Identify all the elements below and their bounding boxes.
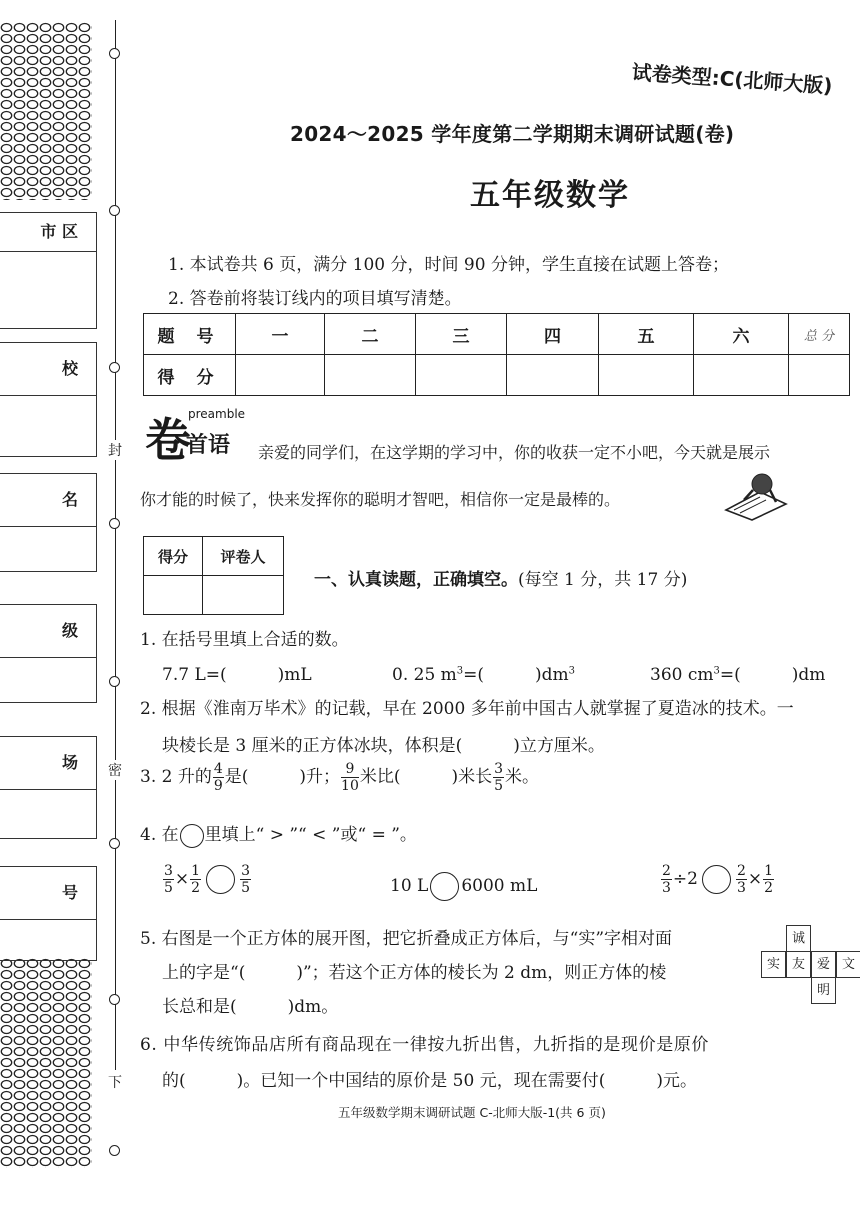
frac-den: 5 [241, 880, 251, 896]
binding-circle [109, 205, 120, 216]
frac-den: 10 [341, 778, 359, 794]
paper-type: 试卷类型:C(北师大版) [631, 60, 834, 98]
preamble-english: preamble [188, 407, 246, 421]
question-4 [140, 820, 417, 848]
q1-item-a[interactable]: 7.7 L=( )mL [162, 665, 312, 685]
net-face: 实 [761, 951, 786, 978]
frac-num: 3 [494, 761, 504, 777]
q3-fraction-2 [341, 762, 359, 793]
score-col-6: 六 [694, 314, 789, 355]
preamble-title: 首语 [186, 432, 231, 458]
q4e3-b [736, 864, 747, 895]
net-face: 诚 [786, 925, 811, 952]
score-cell[interactable] [599, 355, 694, 396]
field-label: 级 [0, 605, 96, 658]
compare-circle-1[interactable] [206, 865, 235, 894]
q4e2-left: 10 L [390, 876, 429, 896]
q4e3-op: × [747, 869, 763, 889]
compare-circle-2[interactable] [430, 872, 459, 901]
section-1-title [314, 565, 687, 590]
frac-den: 9 [213, 778, 223, 794]
frac-den: 5 [494, 778, 504, 794]
frac-den: 5 [164, 880, 173, 896]
student-writing-icon [720, 470, 792, 522]
score-cell[interactable] [416, 355, 507, 396]
score-col-2: 二 [325, 314, 416, 355]
question-5-line-1: 5. 右图是一个正方体的展开图，把它折叠成正方体后，与“实”字相对面 [140, 929, 673, 949]
frac-num: 4 [213, 761, 223, 777]
q4e3-div: ÷2 [672, 869, 698, 889]
field-exam-room[interactable] [0, 736, 97, 839]
frac-num: 2 [662, 863, 671, 879]
instruction-2: 2. 答卷前将装订线内的项目填写清楚。 [168, 289, 462, 309]
q1-item-b[interactable] [392, 660, 575, 685]
frac-num: 1 [191, 863, 201, 879]
q1-c-left: 360 cm [650, 665, 714, 685]
frac-num: 1 [764, 863, 774, 879]
q1-b-sup-2: 3 [568, 665, 576, 677]
q3-fraction-1 [213, 762, 224, 793]
field-label: 校 [0, 343, 96, 396]
instruction-1: 1. 本试卷共 6 页，满分 100 分，时间 90 分钟，学生直接在试题上答卷； [168, 255, 729, 275]
binding-holes-top-svg [0, 22, 92, 200]
frac-den: 3 [662, 880, 671, 896]
q3-t1: 3. 2 升的 [140, 767, 212, 787]
net-face: 文 [836, 951, 860, 978]
frac-den: 2 [191, 880, 201, 896]
field-school[interactable] [0, 342, 97, 457]
question-2-line-2: 块棱长是 3 厘米的正方体冰块，体积是( )立方厘米。 [162, 736, 605, 756]
binding-circle [109, 518, 120, 529]
score-cell[interactable] [507, 355, 599, 396]
net-face: 友 [786, 951, 811, 978]
field-name[interactable] [0, 473, 97, 572]
grading-grader-cell[interactable] [203, 576, 284, 615]
field-label: 号 [0, 867, 96, 920]
q4e3-a [661, 864, 672, 895]
question-5-line-2: 上的字是“( )”；若这个正方体的棱长为 2 dm，则正方体的棱 [162, 963, 667, 983]
binding-mark-secret: 密 [107, 760, 123, 780]
question-6-line-1: 6. 中华传统饰品店所有商品现在一律按九折出售，九折指的是现价是原价 [140, 1035, 710, 1055]
score-col-3: 三 [416, 314, 507, 355]
compare-circle-3[interactable] [702, 865, 731, 894]
binding-holes-bottom [0, 958, 92, 1168]
preamble-line-2: 你才能的时候了，快来发挥你的聪明才智吧，相信你一定是最棒的。 [140, 490, 621, 509]
section-1-heading: 一、认真读题，正确填空。 [314, 570, 518, 590]
q3-t3: 米比( )米长 [359, 767, 493, 787]
net-face: 明 [811, 977, 836, 1004]
grading-box [143, 536, 284, 615]
binding-line [115, 20, 116, 1070]
frac-num: 3 [164, 863, 173, 879]
binding-mark-below: 下 [107, 1072, 123, 1092]
grading-grader-label: 评卷人 [203, 537, 284, 576]
q4-t2: 里填上“ > ”“ < ”或“ = ”。 [204, 825, 417, 845]
q1-b-right: =( )dm [463, 665, 569, 685]
frac-den: 2 [764, 880, 774, 896]
question-1: 1. 在括号里填上合适的数。 [140, 630, 349, 650]
score-col-4: 四 [507, 314, 599, 355]
preamble-line-1: 亲爱的同学们，在这学期的学习中，你的收获一定不小吧，今天就是展示 [258, 443, 771, 462]
q1-b-left: 0. 25 m [392, 665, 457, 685]
field-label: 场 [0, 737, 96, 790]
preamble-big-char: 卷 [145, 413, 191, 467]
binding-circle [109, 994, 120, 1005]
q4e1-c [240, 864, 251, 895]
score-cell[interactable] [789, 355, 850, 396]
score-table [143, 313, 850, 396]
field-class[interactable] [0, 604, 97, 703]
frac-num: 9 [341, 762, 359, 778]
frac-num: 2 [736, 863, 746, 879]
binding-circle [109, 362, 120, 373]
grading-score-cell[interactable] [144, 576, 203, 615]
frac-den: 3 [736, 880, 746, 896]
question-2-line-1: 2. 根据《淮南万毕术》的记载，早在 2000 多年前中国古人就掌握了夏造冰的技术。一 [140, 699, 794, 719]
page-footer: 五年级数学期末调研试题 C-北师大版-1(共 6 页) [338, 1105, 606, 1120]
field-label: 市 区 [0, 213, 96, 252]
binding-circle [109, 676, 120, 687]
binding-mark-seal: 封 [107, 440, 123, 460]
q1-b-sup: 3 [456, 665, 464, 677]
q4-expression-2 [390, 872, 537, 901]
binding-circle [109, 1145, 120, 1156]
binding-circle [109, 48, 120, 59]
field-city-district[interactable] [0, 212, 97, 329]
q3-t4: 米。 [505, 767, 540, 787]
subject-title: 五年级数学 [470, 178, 630, 213]
q4-expression-1 [162, 864, 252, 895]
score-cell[interactable] [236, 355, 325, 396]
question-3 [140, 762, 539, 793]
score-col-1: 一 [236, 314, 325, 355]
q4e1-b [190, 864, 201, 895]
score-col-5: 五 [599, 314, 694, 355]
compare-circle-icon [180, 824, 204, 848]
score-cell[interactable] [325, 355, 416, 396]
binding-holes-top [0, 22, 92, 200]
page-title: 2024～2025 学年度第二学期期末调研试题(卷) [290, 122, 735, 146]
q4-expression-3 [660, 864, 775, 895]
score-col-total: 总 分 [789, 314, 850, 355]
score-cell[interactable] [694, 355, 789, 396]
field-seat-number[interactable] [0, 866, 97, 961]
net-face: 爱 [811, 951, 836, 978]
q4-t1: 4. 在 [140, 825, 179, 845]
q1-c-right: =( )dm [719, 665, 826, 685]
score-table-header: 题 号 [144, 314, 236, 355]
binding-circle [109, 838, 120, 849]
question-6-line-2: 的( )。已知一个中国结的原价是 50 元，现在需要付( )元。 [162, 1071, 697, 1091]
q1-c-sup: 3 [713, 665, 720, 677]
q4e1-op: × [174, 869, 190, 889]
q4e1-a [163, 864, 174, 895]
grading-score-label: 得分 [144, 537, 203, 576]
q4e2-right: 6000 mL [461, 876, 538, 896]
binding-holes-bottom-svg [0, 958, 92, 1168]
q3-fraction-3 [493, 762, 504, 793]
q1-item-c[interactable] [650, 660, 825, 685]
field-label: 名 [0, 474, 96, 527]
q3-t2: 是( )升； [224, 767, 341, 787]
frac-num: 3 [241, 863, 251, 879]
question-5-line-3: 长总和是( )dm。 [162, 997, 339, 1017]
score-row-label: 得 分 [144, 355, 236, 396]
section-1-note: (每空 1 分，共 17 分) [518, 570, 688, 590]
q4e3-c [763, 864, 774, 895]
